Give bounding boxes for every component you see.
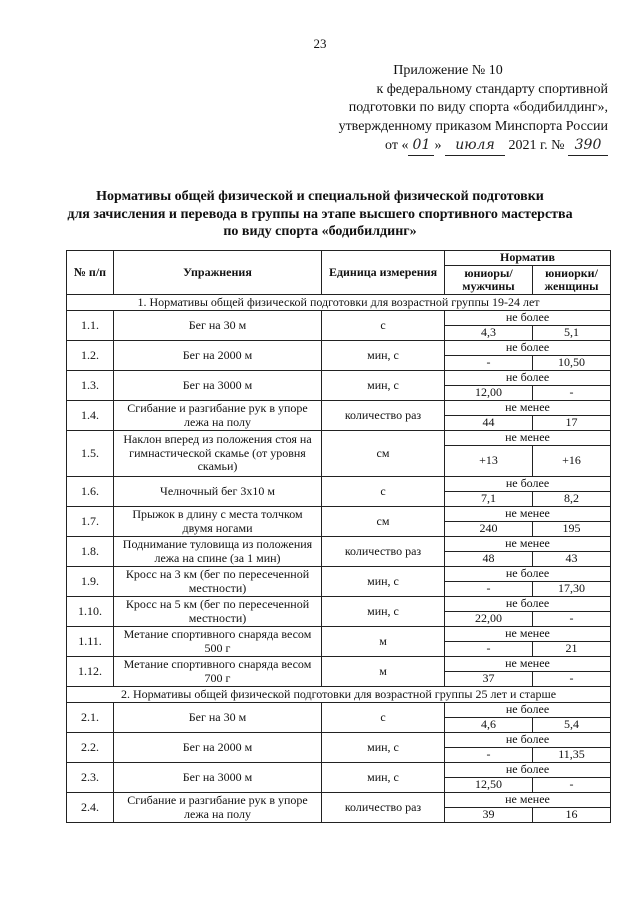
row-unit: мин, с — [322, 763, 445, 793]
header-men: юниоры/ мужчины — [445, 266, 533, 295]
row-exercise: Челночный бег 3х10 м — [114, 477, 322, 507]
row-condition: не менее — [445, 627, 611, 642]
row-number: 2.4. — [67, 793, 114, 823]
row-men-value: 37 — [445, 672, 533, 687]
date-month: июля — [445, 136, 505, 156]
row-women-value: 21 — [533, 642, 611, 657]
row-number: 2.1. — [67, 703, 114, 733]
row-unit: см — [322, 507, 445, 537]
title-line-3: по виду спорта «бодибилдинг» — [223, 224, 417, 239]
row-number: 1.4. — [67, 401, 114, 431]
title-line-1: Нормативы общей физической и специальной физической подготовки — [96, 189, 544, 204]
table-row — [67, 657, 611, 672]
row-unit: мин, с — [322, 567, 445, 597]
table-row — [67, 507, 611, 522]
row-number: 1.12. — [67, 657, 114, 687]
table-row — [67, 371, 611, 386]
row-unit: с — [322, 703, 445, 733]
row-women-value: - — [533, 778, 611, 793]
row-number: 1.9. — [67, 567, 114, 597]
row-women-value: - — [533, 672, 611, 687]
row-exercise: Метание спортивного снаряда весом 700 г — [114, 657, 322, 687]
header-norm: Норматив — [445, 251, 611, 266]
date-prefix: от « — [385, 138, 409, 153]
row-number: 1.3. — [67, 371, 114, 401]
row-women-value: 195 — [533, 522, 611, 537]
row-men-value: 12,00 — [445, 386, 533, 401]
table-row — [67, 793, 611, 808]
table-row — [67, 627, 611, 642]
row-women-value: 8,2 — [533, 492, 611, 507]
row-women-value: 17 — [533, 416, 611, 431]
row-number: 1.10. — [67, 597, 114, 627]
header-women: юниорки/ женщины — [533, 266, 611, 295]
row-exercise: Бег на 3000 м — [114, 371, 322, 401]
header-exercise: Упражнения — [114, 251, 322, 295]
table-row — [67, 567, 611, 582]
row-unit: количество раз — [322, 401, 445, 431]
row-number: 1.2. — [67, 341, 114, 371]
row-condition: не менее — [445, 793, 611, 808]
date-mid: » — [434, 138, 442, 153]
row-number: 1.11. — [67, 627, 114, 657]
table-row — [67, 477, 611, 492]
row-women-value: - — [533, 386, 611, 401]
row-women-value: 5,1 — [533, 326, 611, 341]
row-exercise: Поднимание туловища из положения лежа на спине (за 1 мин) — [114, 537, 322, 567]
row-men-value: - — [445, 356, 533, 371]
row-number: 1.8. — [67, 537, 114, 567]
table-row — [67, 703, 611, 718]
appendix-line-1: Приложение № 10 — [393, 63, 503, 78]
row-men-value: 12,50 — [445, 778, 533, 793]
row-unit: мин, с — [322, 341, 445, 371]
row-exercise: Наклон вперед из положения стоя на гимнастической скамье (от уровня скамьи) — [114, 431, 322, 477]
row-exercise: Кросс на 3 км (бег по пересеченной местности) — [114, 567, 322, 597]
table-row — [67, 401, 611, 416]
title-line-2: для зачисления и перевода в группы на этапе высшего спортивного мастерства — [67, 206, 573, 222]
row-unit: м — [322, 627, 445, 657]
row-exercise: Бег на 30 м — [114, 703, 322, 733]
appendix-block — [288, 62, 608, 156]
row-exercise: Прыжок в длину с места толчком двумя ногами — [114, 507, 322, 537]
row-condition: не более — [445, 477, 611, 492]
row-condition: не более — [445, 371, 611, 386]
row-number: 2.3. — [67, 763, 114, 793]
row-exercise: Кросс на 5 км (бег по пересеченной местности) — [114, 597, 322, 627]
row-condition: не более — [445, 567, 611, 582]
row-women-value: 11,35 — [533, 748, 611, 763]
row-unit: мин, с — [322, 597, 445, 627]
row-unit: с — [322, 477, 445, 507]
table-row — [67, 597, 611, 612]
row-women-value: 5,4 — [533, 718, 611, 733]
row-men-value: 7,1 — [445, 492, 533, 507]
row-condition: не менее — [445, 401, 611, 416]
row-condition: не более — [445, 733, 611, 748]
date-year: 2021 г. № — [508, 138, 565, 153]
row-unit: мин, с — [322, 733, 445, 763]
appendix-date-line — [288, 136, 608, 156]
row-exercise: Бег на 2000 м — [114, 733, 322, 763]
row-men-value: - — [445, 642, 533, 657]
row-men-value: +13 — [445, 446, 533, 477]
row-number: 1.5. — [67, 431, 114, 477]
row-condition: не менее — [445, 657, 611, 672]
page-number: 23 — [313, 36, 327, 51]
row-unit: мин, с — [322, 371, 445, 401]
header-unit: Единица измерения — [322, 251, 445, 295]
row-women-value: +16 — [533, 446, 611, 477]
date-day: 01 — [408, 136, 434, 156]
row-men-value: 39 — [445, 808, 533, 823]
page-title — [0, 188, 640, 241]
table-row — [67, 537, 611, 552]
row-condition: не более — [445, 311, 611, 326]
row-condition: не менее — [445, 537, 611, 552]
header-num: № п/п — [67, 251, 114, 295]
table-row — [67, 733, 611, 748]
row-men-value: 4,6 — [445, 718, 533, 733]
section-title: 2. Нормативы общей физической подготовки для возрастной группы 25 лет и старше — [67, 687, 611, 703]
row-men-value: 44 — [445, 416, 533, 431]
table-row — [67, 431, 611, 446]
row-men-value: 22,00 — [445, 612, 533, 627]
row-men-value: - — [445, 748, 533, 763]
table-row — [67, 763, 611, 778]
row-number: 1.7. — [67, 507, 114, 537]
row-condition: не более — [445, 763, 611, 778]
row-number: 2.2. — [67, 733, 114, 763]
row-exercise: Бег на 3000 м — [114, 763, 322, 793]
row-exercise: Метание спортивного снаряда весом 500 г — [114, 627, 322, 657]
row-women-value: 16 — [533, 808, 611, 823]
row-number: 1.6. — [67, 477, 114, 507]
row-exercise: Бег на 30 м — [114, 311, 322, 341]
row-exercise: Бег на 2000 м — [114, 341, 322, 371]
appendix-line-3: подготовки по виду спорта «бодибилдинг», — [348, 100, 608, 115]
row-number: 1.1. — [67, 311, 114, 341]
row-men-value: - — [445, 582, 533, 597]
row-condition: не менее — [445, 507, 611, 522]
appendix-line-4: утвержденному приказом Минспорта России — [338, 118, 608, 134]
row-condition: не менее — [445, 431, 611, 446]
section-title: 1. Нормативы общей физической подготовки для возрастной группы 19-24 лет — [67, 295, 611, 311]
row-exercise: Сгибание и разгибание рук в упоре лежа на полу — [114, 401, 322, 431]
row-men-value: 240 — [445, 522, 533, 537]
norms-table — [66, 250, 611, 823]
row-men-value: 4,3 — [445, 326, 533, 341]
row-women-value: 17,30 — [533, 582, 611, 597]
norms-table-body — [67, 295, 611, 823]
table-row — [67, 341, 611, 356]
row-exercise: Сгибание и разгибание рук в упоре лежа на полу — [114, 793, 322, 823]
row-condition: не более — [445, 703, 611, 718]
row-women-value: 43 — [533, 552, 611, 567]
row-unit: количество раз — [322, 793, 445, 823]
row-unit: количество раз — [322, 537, 445, 567]
table-row — [67, 311, 611, 326]
row-women-value: 10,50 — [533, 356, 611, 371]
row-men-value: 48 — [445, 552, 533, 567]
row-condition: не более — [445, 341, 611, 356]
row-unit: м — [322, 657, 445, 687]
row-women-value: - — [533, 612, 611, 627]
row-unit: см — [322, 431, 445, 477]
row-condition: не более — [445, 597, 611, 612]
row-unit: с — [322, 311, 445, 341]
order-number: 390 — [568, 136, 608, 156]
appendix-line-2: к федеральному стандарту спортивной — [376, 81, 608, 97]
